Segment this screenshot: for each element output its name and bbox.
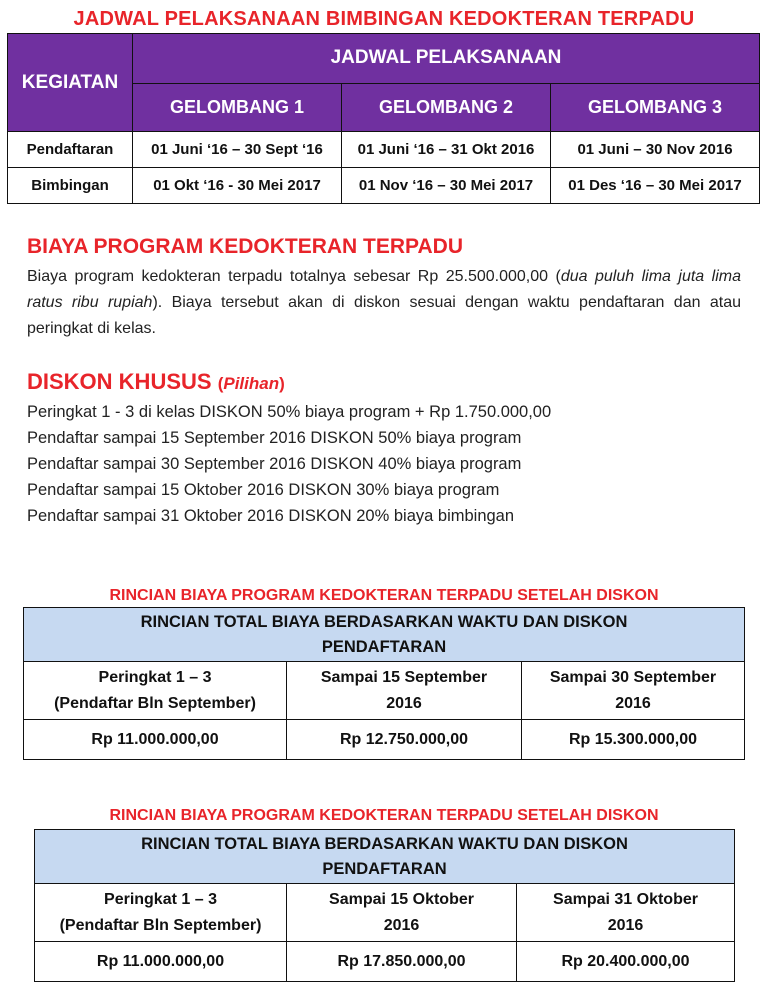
header-gelombang-1: GELOMBANG 1 [133,83,342,132]
biaya-text-1: Biaya program kedokteran terpadu totalnya sebesar Rp 25.500.000,00 ( [27,268,561,285]
schedule-cell: 01 Okt ‘16 - 30 Mei 2017 [133,168,342,204]
price-cell: Rp 15.300.000,00 [522,720,745,760]
schedule-cell: 01 Juni – 30 Nov 2016 [551,132,760,168]
diskon-heading [27,369,285,395]
price-cell: Rp 17.850.000,00 [287,942,517,982]
header-gelombang-3: GELOMBANG 3 [551,83,760,132]
diskon-note: (Pilihan) [217,374,285,393]
table-row [35,942,735,982]
diskon-list [27,399,551,529]
price-cell: Rp 12.750.000,00 [287,720,522,760]
rincian-header-peringkat: Peringkat 1 – 3 (Pendaftar Bln September) [24,662,287,720]
header-kegiatan: KEGIATAN [8,34,133,132]
rincian-header-peringkat: Peringkat 1 – 3 (Pendaftar Bln September) [35,884,287,942]
biaya-paragraph [27,264,741,342]
rincian-header-31-oktober: Sampai 31 Oktober 2016 [517,884,735,942]
biaya-text-italic: dua puluh lima juta lima ratus ribu rupiah [27,268,742,311]
rincian-table-2 [34,829,735,982]
table-row [24,662,745,720]
header-jadwal-pelaksanaan: JADWAL PELAKSANAAN [133,34,760,84]
schedule-table [7,33,760,204]
price-cell: Rp 11.000.000,00 [24,720,287,760]
price-cell: Rp 20.400.000,00 [517,942,735,982]
list-item: Pendaftar sampai 30 September 2016 DISKON 40% biaya program [27,455,522,473]
activity-cell: Pendaftaran [8,132,133,168]
table-row [8,168,760,204]
list-item: Pendaftar sampai 31 Oktober 2016 DISKON 20% biaya bimbingan [27,507,515,525]
list-item: Pendaftar sampai 15 Oktober 2016 DISKON 30% biaya program [27,481,500,499]
list-item: Pendaftar sampai 15 September 2016 DISKON 50% biaya program [27,429,522,447]
table-row [24,720,745,760]
rincian-banner: RINCIAN TOTAL BIAYA BERDASARKAN WAKTU DAN DISKON PENDAFTARAN [35,830,735,884]
price-cell: Rp 11.000.000,00 [35,942,287,982]
schedule-cell: 01 Juni ‘16 – 31 Okt 2016 [342,132,551,168]
rincian-header-15-september: Sampai 15 September 2016 [287,662,522,720]
schedule-cell: 01 Juni ‘16 – 30 Sept ‘16 [133,132,342,168]
activity-cell: Bimbingan [8,168,133,204]
rincian-title-1: RINCIAN BIAYA PROGRAM KEDOKTERAN TERPADU SETELAH DISKON [109,587,659,604]
biaya-heading: BIAYA PROGRAM KEDOKTERAN TERPADU [27,235,463,258]
rincian-header-15-oktober: Sampai 15 Oktober 2016 [287,884,517,942]
diskon-heading-text: DISKON KHUSUS [27,369,212,394]
list-item: Peringkat 1 - 3 di kelas DISKON 50% biaya program + Rp 1.750.000,00 [27,403,552,421]
rincian-title-2: RINCIAN BIAYA PROGRAM KEDOKTERAN TERPADU SETELAH DISKON [109,807,659,824]
schedule-cell: 01 Des ‘16 – 30 Mei 2017 [551,168,760,204]
biaya-text-2: ). Biaya tersebut akan di diskon sesuai dengan waktu pendaftaran dan atau peringkat di kelas. [27,294,741,337]
document-title: JADWAL PELAKSANAAN BIMBINGAN KEDOKTERAN TERPADU [73,8,695,30]
schedule-cell: 01 Nov ‘16 – 30 Mei 2017 [342,168,551,204]
rincian-banner: RINCIAN TOTAL BIAYA BERDASARKAN WAKTU DAN DISKON PENDAFTARAN [24,608,745,662]
rincian-header-30-september: Sampai 30 September 2016 [522,662,745,720]
table-row [35,884,735,942]
table-row [8,132,760,168]
header-gelombang-2: GELOMBANG 2 [342,83,551,132]
rincian-table-1 [23,607,745,760]
